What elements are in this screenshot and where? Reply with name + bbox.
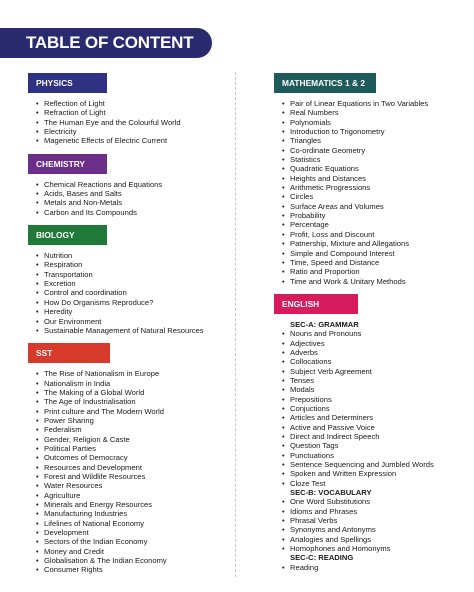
sst-list: [28, 369, 228, 575]
biology-heading: BIOLOGY: [28, 225, 107, 245]
grammar-list: [274, 329, 464, 488]
list-item: • Transportation: [36, 270, 228, 279]
list-item: • Reflection of Light: [36, 99, 228, 108]
list-item: • Homophones and Homonyms: [282, 544, 464, 553]
list-item: • Time, Speed and Distance: [282, 258, 464, 267]
list-item: • Magenetic Effects of Electric Current: [36, 136, 228, 145]
physics-section: [28, 73, 228, 146]
list-item: • Electricity: [36, 127, 228, 136]
list-item: • Outcomes of Democracy: [36, 453, 228, 462]
list-item: • Chemical Reactions and Equations: [36, 180, 228, 189]
list-item: • Forest and Wildlife Resources: [36, 472, 228, 481]
list-item: • Surface Areas and Volumes: [282, 202, 464, 211]
list-item: • Punctuations: [282, 451, 464, 460]
list-item: • Agriculture: [36, 491, 228, 500]
list-item: • Acids, Bases and Salts: [36, 189, 228, 198]
list-item: • Power Sharing: [36, 416, 228, 425]
list-item: • Polynomials: [282, 118, 464, 127]
vocab-block: [274, 488, 464, 497]
list-item: • Subject Verb Agreement: [282, 367, 464, 376]
list-item: • Gender, Religion & Caste: [36, 435, 228, 444]
list-item: • Adverbs: [282, 348, 464, 357]
list-item: • Nutrition: [36, 251, 228, 260]
list-item: • Collocations: [282, 357, 464, 366]
list-item: • Heredity: [36, 307, 228, 316]
list-item: • Consumer Rights: [36, 565, 228, 574]
list-item: • Sustainable Management of Natural Resources: [36, 326, 228, 335]
vocab-list: [274, 497, 464, 553]
english-list: [274, 320, 464, 329]
list-item: • Tenses: [282, 376, 464, 385]
mathematics-section: [274, 73, 464, 286]
sst-heading: SST: [28, 343, 110, 363]
biology-section: [28, 225, 228, 335]
list-item: • Adjectives: [282, 339, 464, 348]
list-item: • Sectors of the Indian Economy: [36, 537, 228, 546]
list-item: • Manufacturing Industries: [36, 509, 228, 518]
list-item: • Print culture and The Modern World: [36, 407, 228, 416]
list-item: • Percentage: [282, 220, 464, 229]
chemistry-section: [28, 154, 228, 217]
list-item: • Idioms and Phrases: [282, 507, 464, 516]
list-item: • Nationalism in India: [36, 379, 228, 388]
column-divider: [235, 72, 236, 577]
list-item: • Simple and Compound Interest: [282, 249, 464, 258]
list-item: • How Do Organisms Reproduce?: [36, 298, 228, 307]
mathematics-heading: MATHEMATICS 1 & 2: [274, 73, 376, 93]
list-item: • Control and coordination: [36, 288, 228, 297]
english-section: [274, 294, 464, 572]
list-item: • Metals and Non-Metals: [36, 198, 228, 207]
list-item: • Money and Credit: [36, 547, 228, 556]
list-item: • Refraction of Light: [36, 108, 228, 117]
list-item: • Synonyms and Antonyms: [282, 525, 464, 534]
list-item: • Analogies and Spellings: [282, 535, 464, 544]
list-item: • Phrasal Verbs: [282, 516, 464, 525]
list-item: • Question Tags: [282, 441, 464, 450]
list-item: • Probability: [282, 211, 464, 220]
list-item: • Resources and Development: [36, 463, 228, 472]
reading-subheading: SEC-C: READING: [290, 553, 354, 563]
list-item: • The Making of a Global World: [36, 388, 228, 397]
list-item: • Globalisation & The Indian Economy: [36, 556, 228, 565]
list-item: • Ratio and Proportion: [282, 267, 464, 276]
list-item: • The Rise of Nationalism in Europe: [36, 369, 228, 378]
list-item: • Spoken and Written Expression: [282, 469, 464, 478]
physics-list: [28, 99, 228, 146]
list-item: • The Human Eye and the Colourful World: [36, 118, 228, 127]
physics-heading: PHYSICS: [28, 73, 107, 93]
list-item: • Lifelines of National Economy: [36, 519, 228, 528]
list-item: • Minerals and Energy Resources: [36, 500, 228, 509]
list-item: • Water Resources: [36, 481, 228, 490]
grammar-subheading: SEC-A: GRAMMAR: [290, 319, 359, 329]
list-item: • Patnership, Mixture and Allegations: [282, 239, 464, 248]
list-item: • Pair of Linear Equations in Two Variables: [282, 99, 464, 108]
list-item: • Quadratic Equations: [282, 164, 464, 173]
list-item: • Triangles: [282, 136, 464, 145]
list-item: • Real Numbers: [282, 108, 464, 117]
list-item: • Direct and Indirect Speech: [282, 432, 464, 441]
list-item: • Respiration: [36, 260, 228, 269]
list-item: • Our Environment: [36, 317, 228, 326]
list-item: • Federalism: [36, 425, 228, 434]
chemistry-heading: CHEMISTRY: [28, 154, 107, 174]
page-title: TABLE OF CONTENT: [0, 28, 212, 58]
list-item: • Co-ordinate Geometry: [282, 146, 464, 155]
list-item: • Carbon and Its Compounds: [36, 208, 228, 217]
sst-section: [28, 343, 228, 575]
list-item: • Articles and Determiners: [282, 413, 464, 422]
reading-block: [274, 553, 464, 562]
list-item: • Cloze Test: [282, 479, 464, 488]
list-item: • Reading: [282, 563, 464, 572]
list-item: • Modals: [282, 385, 464, 394]
list-item: • Nouns and Pronouns: [282, 329, 464, 338]
list-item: • The Age of Industrialisation: [36, 397, 228, 406]
list-item: • Sentence Sequencing and Jumbled Words: [282, 460, 464, 469]
reading-list: [274, 563, 464, 572]
chemistry-list: [28, 180, 228, 217]
biology-list: [28, 251, 228, 335]
mathematics-list: [274, 99, 464, 286]
list-item: • Political Parties: [36, 444, 228, 453]
list-item: • Prepositions: [282, 395, 464, 404]
vocabulary-subheading: SEC-B: VOCABULARY: [290, 488, 372, 498]
list-item: • Arithmetic Progressions: [282, 183, 464, 192]
list-item: • Excretion: [36, 279, 228, 288]
list-item: • Time and Work & Unitary Methods: [282, 277, 464, 286]
list-item: • Circles: [282, 192, 464, 201]
list-item: • Heights and Distances: [282, 174, 464, 183]
list-item: • Introduction to Trigonometry: [282, 127, 464, 136]
english-heading: ENGLISH: [274, 294, 358, 314]
right-column: [274, 73, 464, 580]
list-item: • One Word Substitutions: [282, 497, 464, 506]
list-item: • Active and Passive Voice: [282, 423, 464, 432]
list-item: • Conjuctions: [282, 404, 464, 413]
list-item: • Profit, Loss and Discount: [282, 230, 464, 239]
list-item: • Development: [36, 528, 228, 537]
left-column: [28, 73, 228, 583]
list-item: • Statistics: [282, 155, 464, 164]
